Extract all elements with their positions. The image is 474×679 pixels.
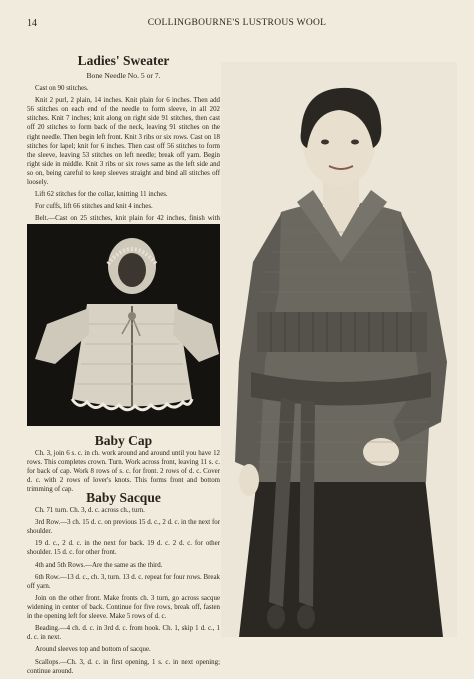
baby-cap-sacque-photo bbox=[27, 224, 220, 426]
baby-garment-illustration bbox=[27, 224, 220, 426]
sacque-paragraph: 3rd Row.—3 ch. 15 d. c. on previous 15 d. c., 2 d. c. in the next for shoulder. bbox=[27, 519, 220, 536]
ladies-sweater-title: Ladies' Sweater bbox=[77, 53, 170, 68]
baby-cap-text: Ch. 3, join 6 s. c. in ch. work around and around until you have 12 rows. This completes crown. Turn. Work across front, leaving 11 s. c. for back of cap. Work 8 rows of s. c. for front. 2 rows of d. c. Cover d. c. with 2 rows of lover's knots. This forms front and bottom trimming of cap. bbox=[27, 450, 220, 494]
sweater-paragraph: Lift 62 stitches for the collar, knitting 11 inches. bbox=[35, 191, 168, 199]
sweater-paragraph: Belt.—Cast on 25 stitches, knit plain for 42 inches, finish with bbox=[35, 215, 220, 223]
sweater-paragraph: For cuffs, lift 66 stitches and knit 4 inches. bbox=[35, 203, 153, 211]
sacque-paragraph: Scallops.—Ch. 3, d. c. in first opening, 1 s. c. in next opening; continue around. bbox=[27, 658, 220, 675]
sacque-paragraph: 19 d. c., 2 d. c. in the next for back. 19 d. c. 2 d. c. for other shoulder. 15 d. c. for other front. bbox=[27, 540, 220, 557]
baby-sacque-title: Baby Sacque bbox=[86, 490, 161, 505]
baby-cap-title: Baby Cap bbox=[94, 433, 153, 448]
sacque-paragraph: Ch. 71 turn. Ch. 3, d. c. across ch., turn. bbox=[35, 507, 145, 514]
running-head: COLLINGBOURNE'S LUSTROUS WOOL bbox=[147, 18, 327, 28]
sacque-paragraph: Join on the other front. Make fronts ch. 3 turn, go across sacque widening in center of back. Continue for five rows, break off, fasten in the opening left for sleeve. Make 5 rows of d. c. bbox=[27, 594, 220, 621]
sacque-paragraph: 4th and 5th Rows.—Are the same as the third. bbox=[35, 561, 163, 569]
sweater-paragraph: Cast on 90 stitches. bbox=[35, 85, 89, 92]
baby-sacque-section bbox=[27, 490, 220, 679]
sacque-paragraph: 6th Row.—13 d. c., ch. 3, turn. 13 d. c. repeat for four rows. Break off yarn. bbox=[27, 573, 220, 590]
woman-in-sweater-illustration bbox=[221, 62, 457, 637]
baby-cap-section bbox=[27, 433, 220, 498]
sacque-paragraph: Around sleeves top and bottom of sacque. bbox=[35, 646, 151, 654]
sweater-paragraph: Knit 2 purl, 2 plain, 14 inches. Knit plain for 6 inches. Then add 56 stitches on each end of the needle to form sleeve, in all 202 stitches. Knit 7 inches; knit along on right side 91 stitches, then cast off 20 stitches to form back of the neck, leaving 91 stitches on the right needle. Then begin left front. Knit 3 ribs or six rows. Cast on 18 stitches for lapel; knit for 6 inches. Then cast off 56 stitches to form the sleeve, leaving 53 stitches on left needle; break off yarn. Begin right side in middle. Knit 3 ribs or six rows same as the left side and so on, being careful to keep sleeves straight and bind all stitches off loosely. bbox=[27, 97, 220, 187]
page-number: 14 bbox=[27, 18, 37, 29]
sacque-paragraph: Beading.—4 ch. d. c. in 3rd d. c. from hook. Ch. 1, skip 1 d. c., 1 d. c. in next. bbox=[27, 625, 220, 642]
woman-sweater-photo bbox=[221, 62, 457, 637]
needle-size: Bone Needle No. 5 or 7. bbox=[86, 71, 161, 80]
ladies-sweater-section bbox=[27, 53, 220, 236]
